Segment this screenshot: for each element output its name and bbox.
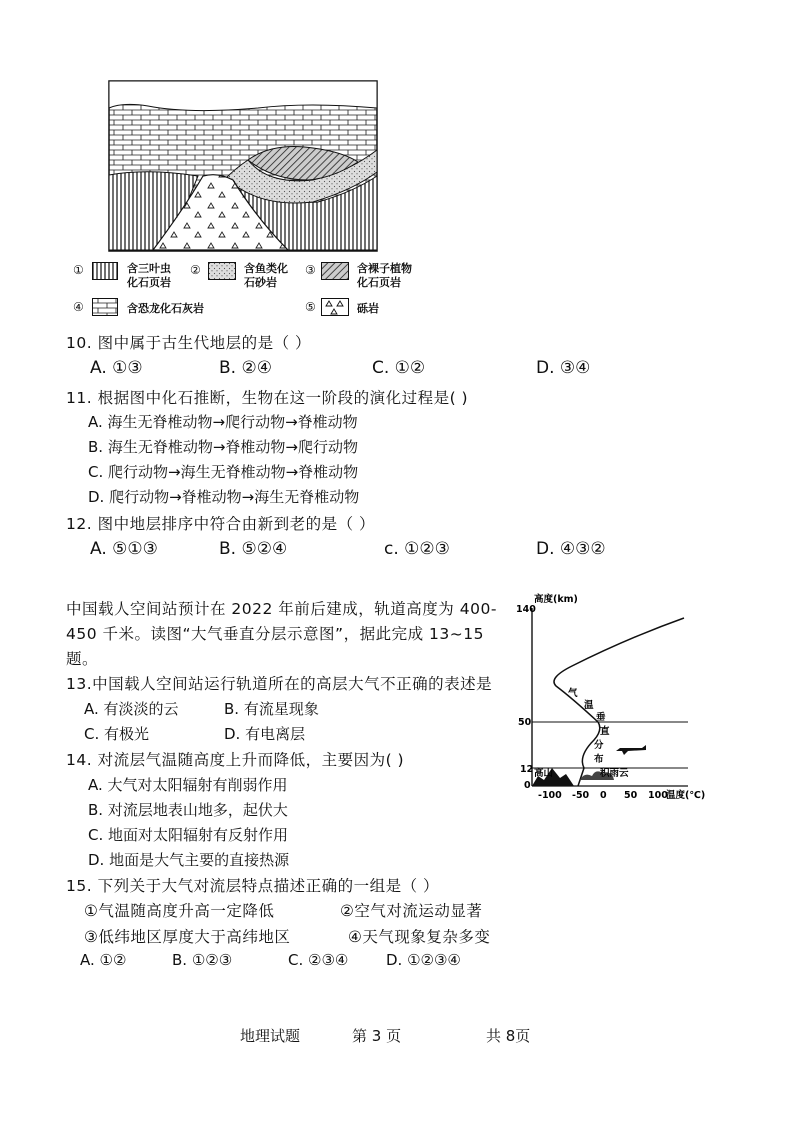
curve-label-1: 气 — [568, 688, 578, 699]
q13-stem: 13.中国载人空间站运行轨道所在的高层大气不正确的表述是 — [66, 675, 493, 693]
curve-label-6: 布 — [594, 754, 604, 765]
y-axis-label: 高度(km) — [534, 594, 578, 605]
curve-label-2: 温 — [584, 700, 594, 711]
legend-text-3b: 化石页岩 — [357, 276, 401, 289]
legend-num-1: ① — [73, 263, 84, 277]
q12-option-a[interactable]: A. ⑤①③ — [90, 539, 158, 559]
q14-option-d[interactable]: D. 地面是大气主要的直接热源 — [88, 851, 290, 869]
legend-text-1a: 含三叶虫 — [127, 262, 171, 275]
legend-num-4: ④ — [73, 300, 84, 314]
q11-option-b[interactable]: B. 海生无脊椎动物→脊椎动物→爬行动物 — [88, 438, 358, 456]
curve-label-4: 直 — [600, 726, 610, 737]
passage-line-3: 题。 — [66, 650, 99, 668]
legend-swatch-conglomerate — [321, 298, 349, 316]
mountain-label: 高山 — [534, 768, 554, 779]
q11-option-a[interactable]: A. 海生无脊椎动物→爬行动物→脊椎动物 — [88, 413, 358, 431]
footer-total: 共 8页 — [486, 1027, 531, 1045]
legend-swatch-shale-trilobite — [92, 262, 118, 280]
q15-option-b[interactable]: B. ①②③ — [172, 951, 233, 969]
q12-stem: 12. 图中地层排序中符合由新到老的是（ ） — [66, 515, 376, 533]
q15-option-d[interactable]: D. ①②③④ — [386, 951, 461, 969]
q13-option-c[interactable]: C. 有极光 — [84, 725, 150, 743]
q15-item-3: ③低纬地区厚度大于高纬地区 — [84, 928, 291, 946]
q12-option-c[interactable]: c. ①②③ — [384, 539, 450, 559]
q10-option-a[interactable]: A. ①③ — [90, 358, 143, 378]
q10-option-c[interactable]: C. ①② — [372, 358, 426, 378]
q15-option-a[interactable]: A. ①② — [80, 951, 127, 969]
legend-num-5: ⑤ — [305, 300, 316, 314]
q13-option-b[interactable]: B. 有流星现象 — [224, 700, 319, 718]
legend-swatch-shale-gymnosperm — [321, 262, 349, 280]
q11-stem: 11. 根据图中化石推断，生物在这一阶段的演化过程是( ) — [66, 389, 469, 407]
x-tick-neg50: -50 — [572, 790, 590, 801]
legend-text-4: 含恐龙化石灰岩 — [127, 302, 204, 315]
legend-text-2b: 石砂岩 — [244, 276, 277, 289]
q14-option-b[interactable]: B. 对流层地表山地多，起伏大 — [88, 801, 288, 819]
q10-stem: 10. 图中属于古生代地层的是（ ） — [66, 334, 312, 352]
x-axis-label: 温度(℃) — [666, 790, 706, 801]
q14-stem: 14. 对流层气温随高度上升而降低，主要因为( ) — [66, 751, 405, 769]
cloud-label: 积雨云 — [600, 768, 629, 779]
legend-text-1b: 化石页岩 — [127, 276, 171, 289]
x-tick-0: 0 — [600, 790, 607, 801]
legend-num-3: ③ — [305, 263, 316, 277]
q15-item-1: ①气温随高度升高一定降低 — [84, 902, 275, 920]
x-tick-neg100: -100 — [538, 790, 562, 801]
strata-diagram — [108, 80, 378, 252]
y-tick-12: 12 — [520, 764, 534, 775]
x-tick-50: 50 — [624, 790, 638, 801]
q15-stem: 15. 下列关于大气对流层特点描述正确的一组是（ ） — [66, 877, 440, 895]
x-tick-100: 100 — [648, 790, 668, 801]
q12-option-d[interactable]: D. ④③② — [536, 539, 606, 559]
q14-option-a[interactable]: A. 大气对太阳辐射有削弱作用 — [88, 776, 288, 794]
q12-option-b[interactable]: B. ⑤②④ — [219, 539, 288, 559]
curve-label-5: 分 — [594, 740, 604, 751]
q15-option-c[interactable]: C. ②③④ — [288, 951, 349, 969]
footer-page: 第 3 页 — [352, 1027, 402, 1045]
q10-option-d[interactable]: D. ③④ — [536, 358, 591, 378]
q11-option-d[interactable]: D. 爬行动物→脊椎动物→海生无脊椎动物 — [88, 488, 360, 506]
airplane-icon — [616, 745, 646, 755]
q14-option-c[interactable]: C. 地面对太阳辐射有反射作用 — [88, 826, 289, 844]
q13-option-d[interactable]: D. 有电离层 — [224, 725, 306, 743]
legend-text-3a: 含裸子植物 — [357, 262, 412, 275]
passage-line-1: 中国载人空间站预计在 2022 年前后建成，轨道高度为 400- — [66, 600, 497, 618]
atmosphere-vertical-chart — [508, 590, 748, 805]
passage-line-2: 450 千米。读图“大气垂直分层示意图”，据此完成 13~15 — [66, 625, 484, 643]
y-tick-50: 50 — [518, 717, 532, 728]
legend-swatch-limestone-dinosaur — [92, 298, 118, 316]
q15-item-4: ④天气现象复杂多变 — [348, 928, 491, 946]
temperature-curve — [554, 618, 684, 786]
legend-num-2: ② — [190, 263, 201, 277]
curve-label-3: 垂 — [596, 712, 606, 723]
legend-text-5: 砾岩 — [357, 302, 379, 315]
q15-item-2: ②空气对流运动显著 — [340, 902, 483, 920]
y-tick-0: 0 — [524, 780, 531, 791]
q10-option-b[interactable]: B. ②④ — [219, 358, 272, 378]
legend-swatch-sandstone-fish — [208, 262, 236, 280]
q13-option-a[interactable]: A. 有淡淡的云 — [84, 700, 179, 718]
q11-option-c[interactable]: C. 爬行动物→海生无脊椎动物→脊椎动物 — [88, 463, 359, 481]
y-tick-140: 140 — [516, 604, 536, 615]
footer-subject: 地理试题 — [240, 1027, 301, 1045]
legend-text-2a: 含鱼类化 — [244, 262, 288, 275]
